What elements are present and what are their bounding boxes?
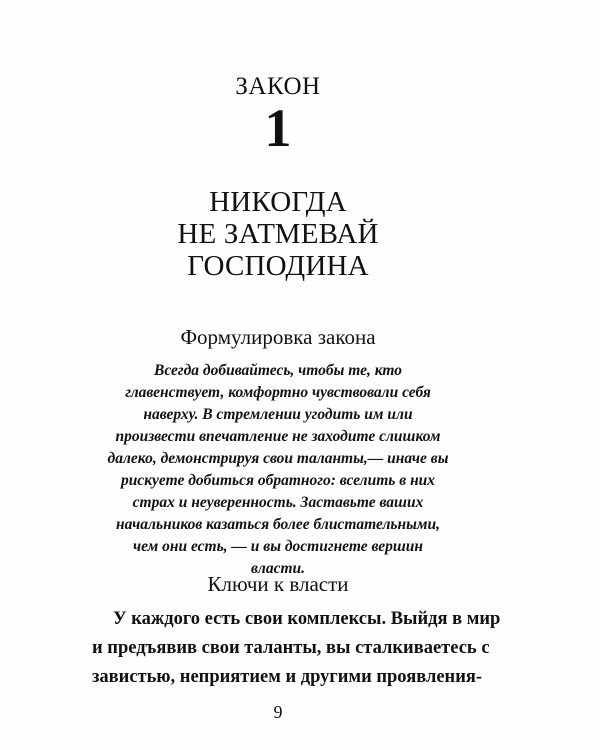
- page-number: 9: [273, 702, 283, 722]
- law-title-line: НИКОГДА: [209, 186, 347, 218]
- statement-line: Всегда добивайтесь, чтобы те, кто: [154, 362, 402, 379]
- law-label: ЗАКОН: [235, 73, 321, 100]
- keys-heading: Ключи к власти: [207, 572, 349, 596]
- statement-line: начальников казаться более блистательными,: [116, 516, 440, 533]
- statement-line: наверху. В стремлении угодить им или: [143, 406, 413, 423]
- statement-heading: Формулировка закона: [180, 325, 376, 349]
- law-title-line: ГОСПОДИНА: [187, 250, 369, 282]
- statement-line: рискуете добиться обратного: вселить в них: [120, 472, 436, 489]
- law-number: 1: [264, 98, 292, 158]
- body-line: У каждого есть свои комплексы. Выйдя в мир: [113, 609, 501, 629]
- law-statement: [0, 360, 556, 580]
- statement-line: чем они есть, — и вы достигнете вершин: [133, 538, 423, 555]
- law-title-line: НЕ ЗАТМЕВАЙ: [177, 218, 379, 250]
- law-title: [0, 186, 556, 282]
- body-line: и предъявив свои таланты, вы сталкиваетесь с: [92, 638, 490, 658]
- statement-line: произвести впечатление не заходите слишком: [115, 428, 441, 445]
- statement-line: главенствует, комфортно чувствовали себя: [125, 384, 431, 401]
- statement-line: далеко, демонстрируя свои таланты,— иначе вы: [107, 450, 449, 467]
- body-paragraph: [92, 605, 501, 692]
- body-line: завистью, неприятием и другими проявления-: [92, 667, 483, 687]
- statement-line: власти.: [250, 560, 306, 577]
- statement-line: страх и неуверенность. Заставьте ваших: [132, 494, 424, 511]
